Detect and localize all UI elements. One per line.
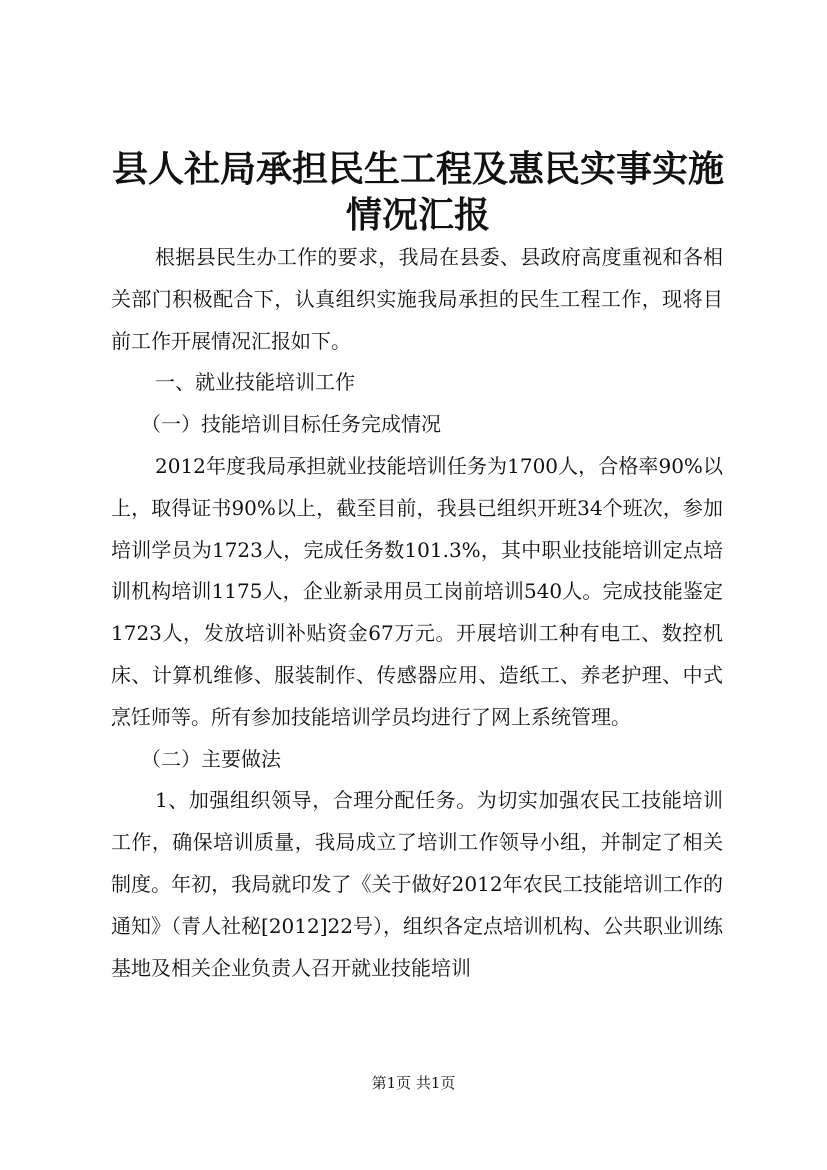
document-body (111, 237, 723, 989)
section-heading-1: 一、就业技能培训工作 (155, 370, 355, 395)
document-title: 县人社局承担民生工程及惠民实事实施情况汇报 (111, 148, 724, 236)
paragraph-intro: 根据县民生办工作的要求，我局在县委、县政府高度重视和各相关部门积极配合下，认真组织实施我局承担的民生工程工作，现将目前工作开展情况汇报如下。 (111, 245, 723, 353)
subsection-heading-2: （二）主要做法 (141, 746, 281, 771)
paragraph-organization: 1、加强组织领导，合理分配任务。为切实加强农民工技能培训工作，确保培训质量，我局成立了培训工作领导小组，并制定了相关制度。年初，我局就印发了《关于做好2012年农民工技能培训工作的通知》（青人社秘[2012]22号），组织各定点培训机构、公共职业训练基地及相关企业负责人召开就业技能培训 (111, 788, 723, 980)
page-footer: 第1页 共1页 (371, 1074, 456, 1092)
subsection-heading-1: （一）技能培训目标任务完成情况 (141, 412, 441, 437)
paragraph-training-stats: 2012年度我局承担就业技能培训任务为1700人，合格率90%以上，取得证书90%以上，截至目前，我县已组织开班34个班次，参加培训学员为1723人，完成任务数101.3%，其中职业技能培训定点培训机构培训1175人，企业新录用员工岗前培训540人。完成技能鉴定1723人，发放培训补贴资金67万元。开展培训工种有电工、数控机床、计算机维修、服装制作、传感器应用、造纸工、养老护理、中式烹饪师等。所有参加技能培训学员均进行了网上系统管理。 (111, 453, 723, 729)
